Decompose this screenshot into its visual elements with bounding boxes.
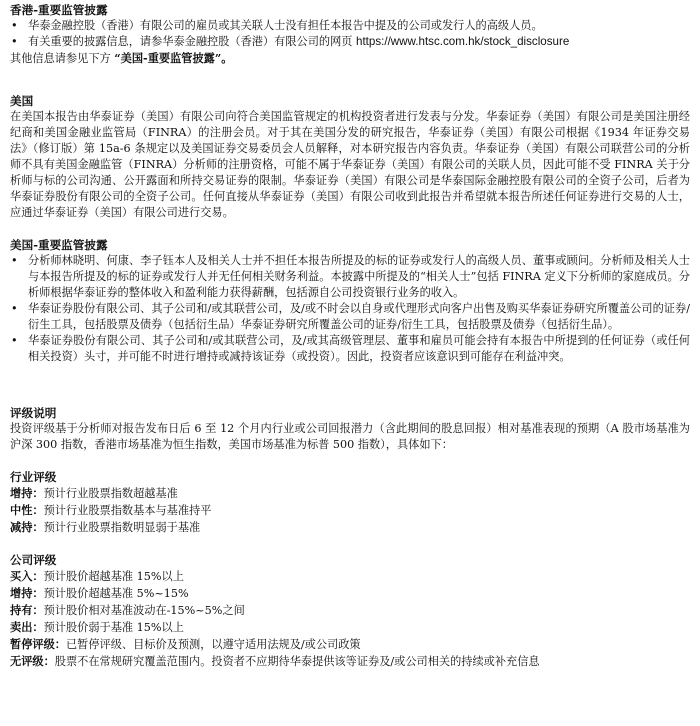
us-paragraph: 在美国本报告由华泰证券（美国）有限公司向符合美国监管规定的机构投资者进行发表与分发。华泰证券（美国）有限公司是美国注册经纪商和美国金融业监管局（FINRA）的注册会员。对于其在美国分发的研究报告，华泰证券（美国）有限公司根据《1934 年证券交易法》（修订版）第 15a-6 条规定以及美国证券交易委员会人员解释，对本研究报告内容负责。华泰证券（美国）有限公司联营公司的分析师不具有美国金融监管（FINRA）分析师的注册资格，可能不属于华泰证券（美国）有限公司的关联人员，因此可能不受 FINRA 关于分析师与标的公司沟通、公开露面和所持交易证券的限制。华泰证券（美国）有限公司是华泰国际金融控股有限公司的全资子公司，后者为华泰证券股份有限公司的全资子公司。任何直接从华泰证券（美国）有限公司收到此报告并希望就本报告所述任何证券进行交易的人士，应通过华泰证券（美国）有限公司进行交易。: [10, 110, 690, 219]
company-text: 股票不在常规研究覆盖范围内。投资者不应期待华泰提供该等证券及/或公司相关的持续或补充信息: [54, 655, 540, 668]
company-text: 已暂停评级、目标价及预测，以遵守适用法规及/或公司政策: [65, 638, 361, 651]
industry-row: [10, 485, 690, 502]
industry-label: 中性：: [10, 503, 44, 517]
disclosure-page: [10, 2, 690, 670]
company-text: 预计股价弱于基准 15%以上: [43, 621, 184, 634]
company-row: [10, 585, 690, 602]
hk-other-text: 其他信息请参见下方: [10, 52, 115, 65]
industry-text: 预计行业股票指数超越基准: [43, 487, 178, 500]
company-text: 预计股价超越基准 5%~15%: [43, 587, 189, 600]
company-label: 卖出：: [10, 620, 44, 634]
disclosure-link[interactable]: https://www.htsc.com.hk/stock_disclosure: [356, 35, 570, 48]
us-reg-item-1: • 分析师林晓明、何康、李子钰本人及相关人士并不担任本报告所提及的标的证券或发行人的高级人员、董事或顾问。分析师及相关人士与本报告所提及的标的证券或发行人并无任何相关财务利益。本披露中所提及的“相关人士”包括 FINRA 定义下分析师的家庭成员。分析师根据华泰证券的整体收入和盈利能力获得薪酬，包括源自公司投资银行业务的收入。: [10, 253, 690, 301]
industry-section: [10, 469, 690, 536]
industry-label: 增持：: [10, 486, 44, 500]
company-row: [10, 636, 690, 653]
company-label: 持有：: [10, 603, 44, 617]
us-reg-heading: 美国-重要监管披露: [10, 238, 108, 252]
hk-other-info: [10, 50, 690, 67]
company-label: 增持：: [10, 586, 44, 600]
us-section: [10, 93, 690, 221]
us-reg-item-3: • 华泰证券股份有限公司、其子公司和/或其联营公司，及/或其高级管理层、董事和雇员可能会持有本报告中所提到的任何证券（或任何相关投资）头寸，并可能不时进行增持或减持该证券（或投资）。因此，投资者应该意识到可能存在利益冲突。: [10, 333, 690, 365]
hk-bullet-2: [10, 34, 690, 50]
hk-heading: 香港-重要监管披露: [10, 3, 108, 17]
industry-row: [10, 502, 690, 519]
hk-section: [10, 2, 690, 67]
industry-heading: 行业评级: [10, 470, 57, 484]
company-row: [10, 653, 690, 670]
company-row: [10, 619, 690, 636]
us-reg-item-2: • 华泰证券股份有限公司、其子公司和/或其联营公司，及/或不时会以自身或代理形式向客户出售及购买华泰证券研究所覆盖公司的证券/衍生工具，包括股票及债券（包括衍生品）华泰证券研究所覆盖公司的证券/衍生工具，包括股票及债券（包括衍生品）。: [10, 301, 690, 333]
rating-paragraph: 投资评级基于分析师对报告发布日后 6 至 12 个月内行业或公司回报潜力（含此期间的股息回报）相对基准表现的预期（A 股市场基准为沪深 300 指数，香港市场基准为恒生指数，美国市场基准为标普 500 指数），具体如下：: [10, 422, 690, 451]
company-row: [10, 568, 690, 585]
company-heading: 公司评级: [10, 553, 57, 567]
industry-text: 预计行业股票指数明显弱于基准: [43, 521, 201, 534]
hk-bullet-2-text: 有关重要的披露信息，请参华泰金融控股（香港）有限公司的网页: [28, 35, 356, 48]
company-text: 预计股价超越基准 15%以上: [43, 570, 184, 583]
hk-bullet-list: [10, 18, 690, 50]
hk-bullet-1: • 华泰金融控股（香港）有限公司的雇员或其关联人士没有担任本报告中提及的公司或发行人的高级人员。: [10, 18, 690, 34]
rating-section: [10, 405, 690, 453]
industry-label: 减持：: [10, 520, 44, 534]
industry-row: [10, 519, 690, 536]
us-reg-list: [10, 253, 690, 365]
company-label: 买入：: [10, 569, 44, 583]
us-reg-section: [10, 237, 690, 365]
company-row: [10, 602, 690, 619]
us-heading: 美国: [10, 94, 34, 108]
hk-other-bold: “美国-重要监管披露”。: [114, 51, 233, 65]
company-label: 无评级：: [10, 654, 55, 668]
company-text: 预计股价相对基准波动在-15%~5%之间: [43, 604, 245, 617]
rating-heading: 评级说明: [10, 406, 57, 420]
industry-text: 预计行业股票指数基本与基准持平: [43, 504, 212, 517]
company-label: 暂停评级：: [10, 637, 66, 651]
company-section: [10, 552, 690, 670]
